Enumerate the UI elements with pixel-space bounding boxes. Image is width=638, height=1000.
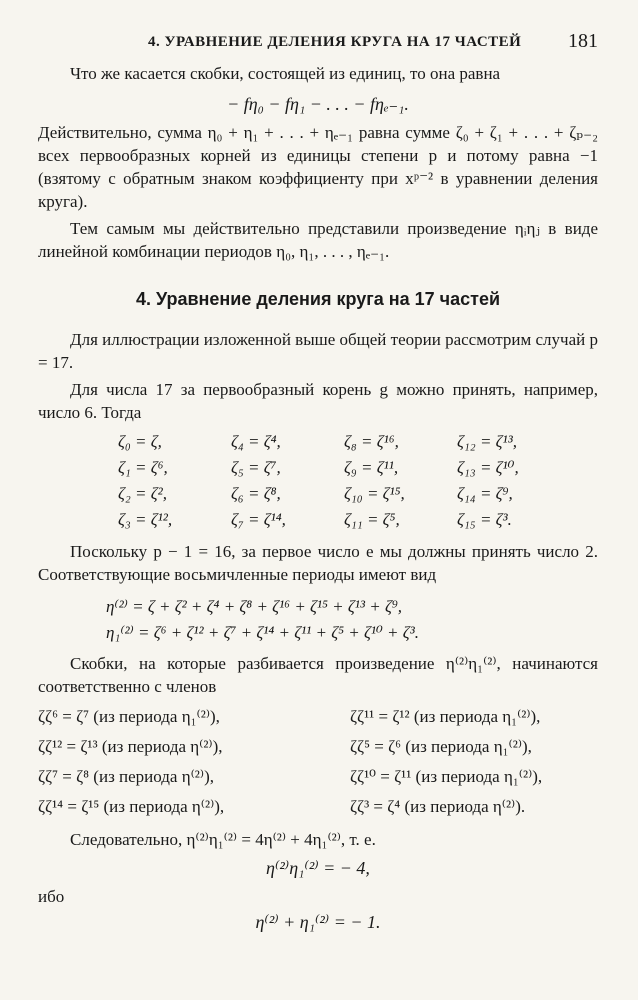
section-heading: 4. Уравнение деления круга на 17 частей (135, 289, 501, 309)
paragraph-7: Скобки, на которые разбивается произведение η⁽²⁾η₁⁽²⁾, начинаются соответственно с членов (38, 654, 598, 696)
paragraph-3: Тем самым мы действительно представили произведение ηᵢηⱼ в виде линейной комбинации периодов η₀, η₁, . . . , ηₑ₋₁. (38, 219, 598, 261)
book-page (38, 28, 598, 935)
paragraph-8: Следовательно, η⁽²⁾η₁⁽²⁾ = 4η⁽²⁾ + 4η₁⁽²⁾, т. е. (70, 830, 376, 849)
bracket-term: ζζ¹² = ζ¹³ (из периода η⁽²⁾), (38, 737, 223, 756)
table-row (118, 482, 570, 508)
bracket-row (38, 732, 598, 762)
page-number: 181 (568, 30, 598, 52)
running-title: 4. УРАВНЕНИЕ ДЕЛЕНИЯ КРУГА НА 17 ЧАСТЕЙ (148, 34, 522, 50)
table-cell: ζ₄ = ζ⁴, (231, 432, 281, 451)
table-cell: ζ₅ = ζ⁷, (231, 458, 281, 477)
bracket-term: ζζ⁷ = ζ⁸ (из периода η⁽²⁾), (38, 767, 214, 786)
bracket-row (38, 762, 598, 792)
paragraph-5: Для числа 17 за первообразный корень g можно принять, например, число 6. Тогда (38, 380, 598, 422)
table-cell: ζ₈ = ζ¹⁶, (344, 432, 399, 451)
table-cell: ζ₁₂ = ζ¹³, (457, 432, 517, 451)
ibo-word: ибо (38, 887, 65, 906)
paragraph-1: Что же касается скобки, состоящей из единиц, то она равна (70, 64, 501, 83)
paragraph-4: Для иллюстрации изложенной выше общей теории рассмотрим случай p = 17. (38, 330, 598, 372)
table-cell: ζ₁₃ = ζ¹⁰, (457, 458, 519, 477)
table-cell: ζ₂ = ζ², (118, 484, 167, 503)
paragraph-6: Поскольку p − 1 = 16, за первое число e мы должны принять число 2. Соответствующие восьмичленные периоды имеют вид (38, 542, 598, 584)
table-cell: ζ₆ = ζ⁸, (231, 484, 281, 503)
table-row (118, 456, 570, 482)
table-cell: ζ₁₀ = ζ¹⁵, (344, 484, 405, 503)
bracket-term: ζζ¹⁰ = ζ¹¹ (из периода η₁⁽²⁾), (350, 767, 543, 786)
bracket-term: ζζ¹⁴ = ζ¹⁵ (из периода η⁽²⁾), (38, 797, 225, 816)
table-cell: ζ₇ = ζ¹⁴, (231, 510, 286, 529)
equation-3: η⁽²⁾ + η₁⁽²⁾ = − 1. (255, 912, 381, 932)
period-equation: η⁽²⁾ = ζ + ζ² + ζ⁴ + ζ⁸ + ζ¹⁶ + ζ¹⁵ + ζ¹³ + ζ⁹, (106, 597, 402, 616)
table-row (118, 430, 570, 456)
table-cell: ζ₃ = ζ¹², (118, 510, 173, 529)
table-cell: ζ₉ = ζ¹¹, (344, 458, 399, 477)
paragraph-2: Действительно, сумма η₀ + η₁ + . . . + ηₑ₋₁ равна сумме ζ₀ + ζ₁ + . . . + ζₚ₋₂ всех первообразных корней из единицы степени p и потому равна −1 (взятому с обратным знаком коэффициенту при xᵖ⁻² в уравнении деления круга). (38, 123, 598, 211)
period-equations (38, 594, 598, 646)
bracket-term: ζζ⁵ = ζ⁶ (из периода η₁⁽²⁾), (350, 737, 532, 756)
bracket-term: ζζ¹¹ = ζ¹² (из периода η₁⁽²⁾), (350, 707, 541, 726)
bracket-row (38, 792, 598, 822)
equation-2: η⁽²⁾η₁⁽²⁾ = − 4, (266, 858, 370, 878)
table-cell: ζ₁₁ = ζ⁵, (344, 510, 400, 529)
bracket-term: ζζ³ = ζ⁴ (из периода η⁽²⁾). (350, 797, 526, 816)
zeta-table (118, 430, 570, 534)
table-cell: ζ₁₅ = ζ³. (457, 510, 512, 529)
running-header (38, 28, 598, 62)
table-cell: ζ₁₄ = ζ⁹, (457, 484, 513, 503)
table-cell: ζ₀ = ζ, (118, 432, 162, 451)
equation-1: − fη₀ − fη₁ − . . . − fηₑ₋₁. (227, 94, 409, 114)
bracket-list (38, 702, 598, 822)
bracket-term: ζζ⁶ = ζ⁷ (из периода η₁⁽²⁾), (38, 707, 220, 726)
table-cell: ζ₁ = ζ⁶, (118, 458, 168, 477)
table-row (118, 508, 570, 534)
bracket-row (38, 702, 598, 732)
period-equation: η₁⁽²⁾ = ζ⁶ + ζ¹² + ζ⁷ + ζ¹⁴ + ζ¹¹ + ζ⁵ + ζ¹⁰ + ζ³. (106, 623, 419, 642)
